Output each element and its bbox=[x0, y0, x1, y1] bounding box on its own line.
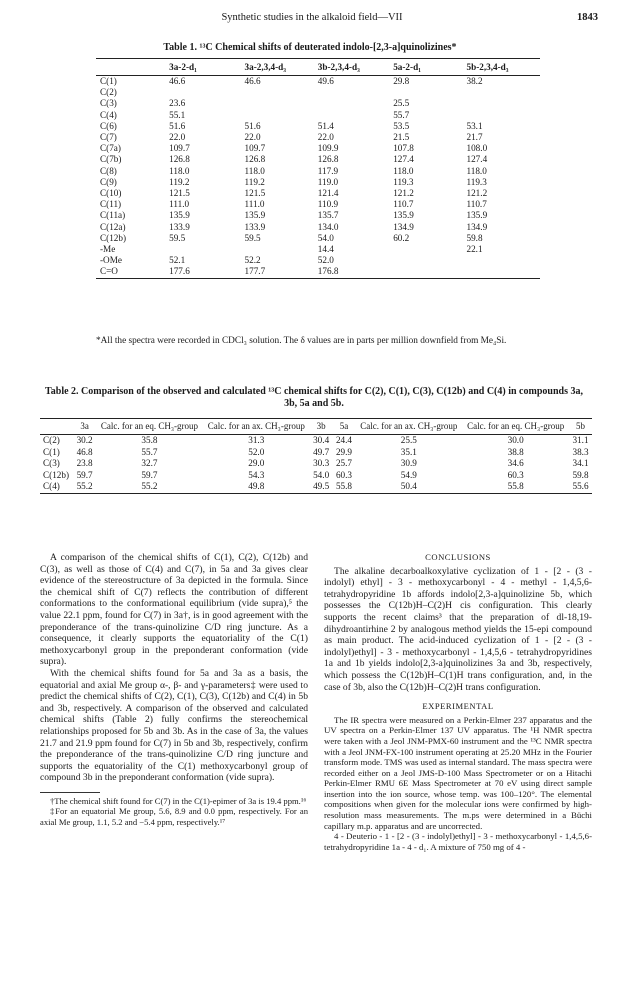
table1-footnote: *All the spectra were recorded in CDCl₃ solution. The δ values are in parts per million downfield from Me₄Si. bbox=[96, 336, 507, 346]
left-column bbox=[40, 552, 308, 827]
row-label: C(12b) bbox=[100, 232, 127, 243]
table-cell: 22.1 bbox=[466, 244, 483, 255]
table-cell: 55.2 bbox=[76, 481, 93, 491]
table-row bbox=[96, 255, 540, 266]
row-label: C(2) bbox=[43, 435, 60, 445]
table-cell: 25.7 bbox=[335, 458, 353, 468]
table-cell: 30.2 bbox=[76, 435, 93, 445]
table2-column-header: 5a bbox=[339, 421, 349, 431]
row-label: C(7) bbox=[100, 132, 117, 143]
table-cell: 55.7 bbox=[141, 446, 158, 457]
table-cell: 49.6 bbox=[317, 76, 334, 86]
table1-column-header: 3a-2-d₁ bbox=[169, 62, 197, 72]
row-label: C(11) bbox=[100, 199, 122, 210]
table-cell: 121.4 bbox=[317, 188, 339, 199]
table-cell: 52.2 bbox=[244, 255, 261, 266]
experimental-text: 4 - Deuterio - 1 - [2 - (3 - indolyl)ethyl] - 3 - methoxycarbonyl - 1,4,5,6-tetrahydropyridine 1a - 4 - d₁. A mixture of 750 mg of 4 - bbox=[324, 831, 592, 852]
row-label: C(3) bbox=[100, 98, 117, 109]
table-cell bbox=[241, 87, 314, 98]
experimental-text: The IR spectra were measured on a Perkin-Elmer 237 apparatus and the UV spectra on a Perkin-Elmer 137 UV apparatus. The ¹H NMR spectra were taken with a Jeol JNM-PMX-60 instrument and the ¹³C NMR spectra with a Jeol JNM-FX-100 instrument operating at 25.20 MHz in the Fourier transform mode. TMS was used as internal standard. The mass spectra were recorded either on a Jeol JMS-D-100 Mass Spectrometer or on a Hitachi Perkin-Elmer RMU 6E Mass Spectrometer at 70 eV using direct sample insertion into the ion source, whose temp. was 100–120°. The elemental compositions when given for the molecular ions were confirmed by high-resolution mass measurements. The m.ps were determined in a Büchi capillary m.p. apparatus and are uncorrected. bbox=[324, 714, 592, 831]
table2-column-header: 5b bbox=[576, 421, 586, 431]
table-row bbox=[96, 188, 540, 199]
table-cell: 110.7 bbox=[466, 199, 487, 210]
table-cell: 54.0 bbox=[317, 232, 334, 243]
table-cell bbox=[389, 244, 462, 255]
table-cell: 29.9 bbox=[335, 446, 353, 457]
table-cell: 54.0 bbox=[313, 469, 330, 480]
row-label: C(7b) bbox=[100, 154, 122, 165]
table-row bbox=[96, 266, 540, 278]
table-cell: 23.8 bbox=[76, 458, 93, 468]
table-row bbox=[96, 132, 540, 143]
table-cell: 59.5 bbox=[169, 232, 186, 243]
table-cell: 55.8 bbox=[335, 481, 353, 491]
table-cell: 54.3 bbox=[248, 469, 265, 480]
table-cell: 49.7 bbox=[313, 446, 330, 457]
table-row bbox=[96, 110, 540, 121]
table-row bbox=[96, 76, 540, 88]
row-label: C(1) bbox=[43, 446, 60, 457]
table-cell: 38.8 bbox=[507, 446, 524, 457]
table-cell: 31.1 bbox=[572, 435, 589, 445]
row-label: C(10) bbox=[100, 188, 122, 199]
table1-column-header: 5a-2-d₁ bbox=[393, 62, 421, 72]
table-cell: 135.7 bbox=[317, 210, 339, 221]
table-cell: 34.1 bbox=[572, 458, 589, 468]
table-cell: 59.7 bbox=[76, 469, 93, 480]
table-cell bbox=[462, 98, 540, 109]
table-cell: 22.0 bbox=[317, 132, 334, 143]
table-row bbox=[40, 447, 592, 459]
table-cell: 38.3 bbox=[572, 446, 589, 457]
table-cell: 59.5 bbox=[244, 232, 261, 243]
table-row bbox=[96, 177, 540, 188]
table-cell: 14.4 bbox=[317, 244, 334, 255]
table2-column-header: 3b bbox=[316, 421, 326, 431]
table-cell: 46.8 bbox=[76, 446, 93, 457]
table1-caption: Table 1. ¹³C Chemical shifts of deuterated indolo-[2,3-a]quinolizines* bbox=[163, 42, 457, 53]
row-label: C(2) bbox=[100, 87, 117, 98]
table-cell bbox=[462, 266, 540, 278]
table-cell: 55.7 bbox=[393, 109, 410, 120]
table-cell: 134.0 bbox=[317, 221, 339, 232]
table-cell: 51.4 bbox=[317, 120, 334, 131]
row-label: C(4) bbox=[100, 109, 117, 120]
row-label: C(4) bbox=[43, 481, 60, 491]
body-paragraph: A comparison of the chemical shifts of C(1), C(2), C(12b) and C(3), as well as those of C(4) and C(7), in 5a and 3a gives clear evidence of the stereostructure of 3a depicted in the formula. Since the chemical shift of C(7) reflects the contribution of different conformations to the conformational equilibrium (vide supra),⁵ the value 22.1 ppm, found for C(7) in 3a†, is in good agreement with the preponderance of the trans-quinolizine C/D ring juncture. As a consequence, it clearly supports the equatoriality of the C(1) methoxycarbonyl group in the preponderant conformation (vide supra). bbox=[40, 552, 308, 668]
table-cell: 51.6 bbox=[244, 120, 261, 131]
table1 bbox=[96, 58, 540, 279]
table-cell: 46.6 bbox=[169, 76, 186, 86]
table-cell: 108.0 bbox=[466, 143, 488, 154]
table-cell: 60.3 bbox=[507, 469, 524, 480]
table-row bbox=[96, 199, 540, 210]
table-row bbox=[40, 435, 592, 447]
table-cell bbox=[462, 255, 540, 266]
table-cell: 54.9 bbox=[400, 469, 417, 480]
table-cell: 30.9 bbox=[400, 458, 417, 468]
table-row bbox=[96, 166, 540, 177]
row-label: C(3) bbox=[43, 458, 60, 468]
table-cell: 126.8 bbox=[169, 154, 190, 165]
table-cell: 110.7 bbox=[393, 199, 414, 210]
table-cell bbox=[389, 266, 462, 278]
table-row bbox=[96, 87, 540, 98]
table-cell: 134.9 bbox=[466, 221, 488, 232]
table-cell: 177.7 bbox=[244, 266, 266, 277]
table-cell: 134.9 bbox=[393, 221, 414, 232]
table-cell: 21.7 bbox=[466, 132, 483, 143]
table-row bbox=[40, 470, 592, 482]
table-cell: 121.5 bbox=[244, 188, 266, 199]
table-cell: 52.0 bbox=[317, 255, 334, 266]
table-cell: 135.9 bbox=[244, 210, 266, 221]
table-cell: 53.5 bbox=[393, 120, 410, 131]
table-cell: 55.8 bbox=[507, 481, 524, 491]
body-paragraph: With the chemical shifts found for 5a and 3a as a basis, the equatorial and axial Me group α-, β- and γ-parameters‡ were used to predict the chemical shifts of C(2), C(1), C(3), C(12b) and C(4) in 5b and 3b, respectively. A comparison of the observed and calculated chemical shifts (Table 2) fully confirms the stereochemical relationships proposed for 5b and 3b. As in the case of 3a, the values 21.7 and 21.9 ppm found for C(7) in 5b and 3b, respectively, confirm the preponderance of the trans-quinolizine C/D ring juncture and supports the equatoriality of the C(1) methoxycarbonyl group of compound 3b in the preponderant conformation (vide supra). bbox=[40, 667, 308, 784]
table-cell: 24.4 bbox=[335, 435, 353, 445]
table-cell: 176.8 bbox=[317, 266, 339, 277]
table-cell bbox=[314, 98, 389, 109]
table-cell: 127.4 bbox=[466, 154, 488, 165]
table-cell: 121.2 bbox=[393, 188, 414, 199]
table-cell: 46.6 bbox=[244, 76, 261, 86]
table-cell: 121.2 bbox=[466, 188, 488, 199]
table1-column-header: 5b-2,3,4-d₃ bbox=[466, 62, 509, 72]
table-row bbox=[96, 154, 540, 165]
table2-column-header: Calc. for an eq. CH₃-group bbox=[100, 421, 198, 431]
table-cell: 52.1 bbox=[169, 255, 186, 266]
table-cell: 49.8 bbox=[248, 481, 265, 491]
table-cell: 23.6 bbox=[169, 98, 186, 109]
table-cell: 55.1 bbox=[169, 109, 186, 120]
table-row bbox=[96, 244, 540, 255]
row-label: C(7a) bbox=[100, 143, 121, 154]
table-cell: 35.8 bbox=[141, 435, 158, 445]
table-cell: 119.3 bbox=[466, 176, 487, 187]
table-cell: 52.0 bbox=[248, 446, 265, 457]
table-cell: 60.3 bbox=[335, 469, 353, 480]
table-cell: 109.7 bbox=[169, 143, 190, 154]
page-number: 1843 bbox=[577, 12, 598, 23]
table1-column-header: 3a-2,3,4-d₃ bbox=[244, 62, 287, 72]
table-cell bbox=[314, 87, 389, 98]
table-cell: 34.6 bbox=[507, 458, 524, 468]
row-label: C(12a) bbox=[100, 221, 126, 232]
footnote: †The chemical shift found for C(7) in the C(1)-epimer of 3a is 19.4 ppm.¹⁶ bbox=[50, 795, 307, 806]
table-row bbox=[96, 233, 540, 244]
table2-column-header: Calc. for an ax. CH₃-group bbox=[207, 421, 305, 431]
table2-caption: Table 2. Comparison of the observed and calculated ¹³C chemical shifts for C(2), C(1), C(3), C(12b) and C(4) in compounds 3a, 3b, 5a and 5b. bbox=[45, 386, 583, 409]
table-cell: 53.1 bbox=[466, 120, 483, 131]
table-cell bbox=[241, 98, 314, 109]
table-cell: 121.5 bbox=[169, 188, 190, 199]
row-label: C(8) bbox=[100, 165, 117, 176]
row-label: C=O bbox=[100, 266, 118, 277]
table-cell: 22.0 bbox=[244, 132, 261, 143]
table-cell: 118.0 bbox=[393, 165, 414, 176]
table-cell: 50.4 bbox=[400, 481, 417, 491]
table-cell: 49.5 bbox=[313, 481, 330, 491]
row-label: C(11a) bbox=[100, 210, 126, 221]
table-cell: 133.9 bbox=[244, 221, 266, 232]
table-cell: 118.0 bbox=[169, 165, 190, 176]
table-cell: 59.7 bbox=[141, 469, 158, 480]
table-cell: 25.5 bbox=[393, 98, 410, 109]
table-cell: 107.8 bbox=[393, 143, 414, 154]
row-label: C(9) bbox=[100, 176, 117, 187]
table-cell: 117.9 bbox=[317, 165, 339, 176]
conclusions-heading: CONCLUSIONS bbox=[425, 552, 491, 562]
row-label: C(12b) bbox=[43, 469, 70, 480]
table-cell: 118.0 bbox=[244, 165, 265, 176]
table-cell: 22.0 bbox=[169, 132, 186, 143]
table-row bbox=[96, 143, 540, 154]
footnote: ‡For an equatorial Me group, 5.6, 8.9 and 0.0 ppm, respectively. For an axial Me group, 1.1, 5.2 and −5.4 ppm, respectively.¹⁷ bbox=[40, 806, 308, 827]
table-cell: 111.0 bbox=[169, 199, 190, 210]
table-row bbox=[40, 481, 592, 493]
table-cell: 135.9 bbox=[466, 210, 488, 221]
table-cell: 177.6 bbox=[169, 266, 190, 277]
table-cell: 21.5 bbox=[393, 132, 410, 143]
table-cell: 30.3 bbox=[313, 458, 330, 468]
table-cell: 31.3 bbox=[248, 435, 265, 445]
table1-corner bbox=[96, 59, 165, 76]
table-cell bbox=[241, 110, 314, 121]
table-cell: 29.8 bbox=[393, 76, 410, 86]
table2-column-header: Calc. for an ax. CH₃-group bbox=[360, 421, 458, 431]
table-cell bbox=[314, 110, 389, 121]
table-cell: 119.3 bbox=[393, 176, 414, 187]
table-row bbox=[96, 210, 540, 221]
table-cell: 59.8 bbox=[572, 469, 589, 480]
table-cell bbox=[241, 244, 314, 255]
table-cell: 135.9 bbox=[169, 210, 190, 221]
table-cell: 109.7 bbox=[244, 143, 266, 154]
table-cell bbox=[389, 87, 462, 98]
table-row bbox=[96, 121, 540, 132]
table-cell: 126.8 bbox=[317, 154, 339, 165]
experimental-heading: EXPERIMENTAL bbox=[422, 701, 494, 712]
table-cell: 126.8 bbox=[244, 154, 266, 165]
table-cell: 119.0 bbox=[317, 176, 339, 187]
table2-column-header: Calc. for an eq. CH₃-group bbox=[467, 421, 565, 431]
table-cell: 55.6 bbox=[572, 481, 589, 491]
table-cell bbox=[389, 255, 462, 266]
table-cell: 119.2 bbox=[169, 176, 190, 187]
conclusions-text: The alkaline decarboalkoxylative cyclization of 1 - [2 - (3 - indolyl) ethyl] - 3 - methoxycarbonyl - 4 - methyl - 1,4,5,6-tetrahydropyridine 1b affords indolo[2,3-a]quinolizine 5b, which possesses the C(12b)H–C(2)H cis configuration. This clearly supports the recent claims³ that the preparation of dl-18,19-dihydroantirhine 2 by analogous method yields the 15-epi compound as main product. The acid-induced cyclization of 1 - [2 - (3 - indolyl)ethyl] - 3 - methoxycarbonyl - 1,4,5,6 - tetrahydropyridines 1a and 1b yields indolo[2,3-a]quinolizines 3a and 3b, respectively, which possess the C(12b)H–C(1)H trans configuration, and, in the case of 3b, also the C(12b)H–C(2)H trans configuration. bbox=[324, 565, 592, 693]
table-cell bbox=[165, 244, 240, 255]
table-cell: 25.5 bbox=[400, 435, 417, 445]
table-cell: 119.2 bbox=[244, 176, 265, 187]
table-row bbox=[40, 458, 592, 470]
row-label: C(6) bbox=[100, 120, 117, 131]
table-cell: 30.0 bbox=[507, 435, 524, 445]
table-cell bbox=[165, 87, 240, 98]
table2-column-header: 3a bbox=[80, 421, 89, 431]
running-title: Synthetic studies in the alkaloid field—VII bbox=[221, 12, 403, 23]
table-cell: 111.0 bbox=[244, 199, 265, 210]
row-label: -Me bbox=[100, 244, 116, 255]
right-column bbox=[324, 552, 592, 852]
table-cell: 38.2 bbox=[466, 76, 483, 86]
table-cell: 30.4 bbox=[313, 435, 330, 445]
table-cell bbox=[462, 87, 540, 98]
table-cell: 109.9 bbox=[317, 143, 339, 154]
table-cell: 51.6 bbox=[169, 120, 186, 131]
table-cell: 55.2 bbox=[141, 481, 158, 491]
table-cell: 59.8 bbox=[466, 232, 483, 243]
table-cell: 118.0 bbox=[466, 165, 487, 176]
table-cell: 127.4 bbox=[393, 154, 414, 165]
row-label: -OMe bbox=[100, 255, 122, 266]
table-row bbox=[96, 222, 540, 233]
table-cell: 110.9 bbox=[317, 199, 339, 210]
table-cell: 60.2 bbox=[393, 232, 410, 243]
table2-corner bbox=[40, 419, 73, 435]
table-cell bbox=[462, 110, 540, 121]
table-cell: 29.0 bbox=[248, 458, 265, 468]
table1-column-header: 3b-2,3,4-d₃ bbox=[317, 62, 360, 72]
table-row bbox=[96, 98, 540, 109]
table-cell: 32.7 bbox=[141, 458, 158, 468]
table-cell: 135.9 bbox=[393, 210, 414, 221]
table-cell: 35.1 bbox=[400, 446, 417, 457]
row-label: C(1) bbox=[100, 76, 117, 86]
table-cell: 133.9 bbox=[169, 221, 190, 232]
table2 bbox=[40, 418, 592, 494]
footnote-rule bbox=[40, 792, 100, 793]
